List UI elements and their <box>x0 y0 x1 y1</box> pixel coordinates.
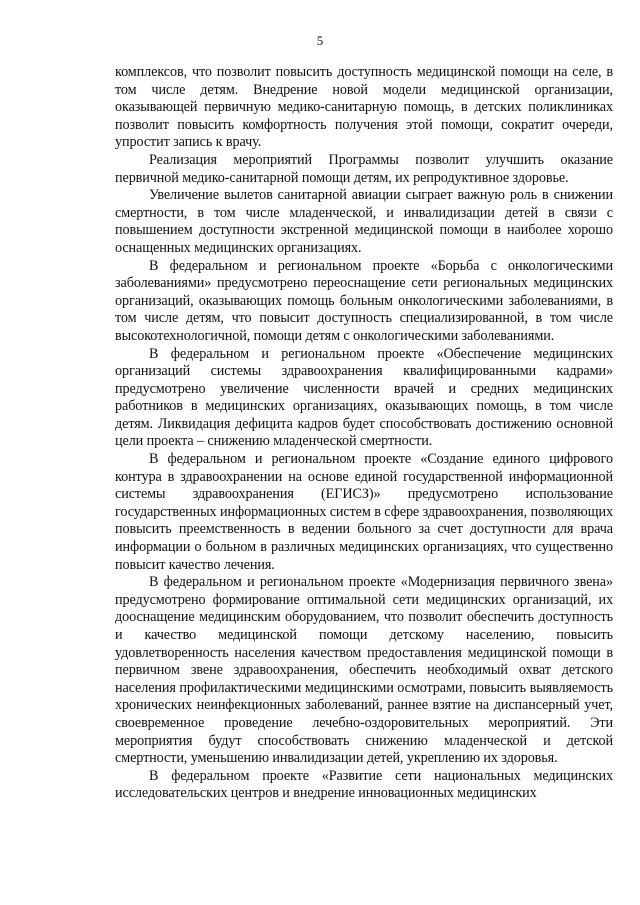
paragraph-primary-care-modernization: В федеральном и региональном проекте «Модернизация первичного звена» предусмотрено формирование оптимальной сети медицинских организаций, их дооснащение медицинским оборудованием, что позволит обеспечить доступность и качество медицинской помощи детскому населению, повысить удовлетворенность населения качеством предоставления медицинской помощи в первичном звене здравоохранения, обеспечить необходимый охват детского населения профилактическими медицинскими осмотрами, повысить выявляемость хронических неинфекционных заболеваний, раннее взятие на диспансерный учет, своевременное проведение лечебно-оздоровительных мероприятий. Эти мероприятия будут способствовать снижению младенческой и детской смертности, уменьшению инвалидизации детей, укреплению их здоровья. <box>115 574 613 767</box>
paragraph-research-centers-project: В федеральном проекте «Развитие сети национальных медицинских исследовательских центров и внедрение инновационных медицинских <box>115 767 613 802</box>
paragraph-digital-contour-project: В федеральном и региональном проекте «Создание единого цифрового контура в здравоохранении на основе единой государственной информационной системы здравоохранения (ЕГИСЗ)» предусмотрено использование государственных информационных систем в сфере здравоохранения, позволяющих повысить преемственность в ведении больного за счет доступности для врача информации о больном в различных медицинских организациях, что существенно повысит качество лечения. <box>115 451 613 573</box>
paragraph-program-results: Реализация мероприятий Программы позволит улучшить оказание первичной медико-санитарной помощи детям, их репродуктивное здоровье. <box>115 151 613 186</box>
page-number: 5 <box>316 33 324 48</box>
paragraph-air-ambulance: Увеличение вылетов санитарной авиации сыграет важную роль в снижении смертности, в том числе младенческой, и инвалидизации детей в связи с повышением доступности экстренной медицинской помощи в наиболее хорошо оснащенных медицинских организациях. <box>115 187 613 256</box>
paragraph-staffing-project: В федеральном и региональном проекте «Обеспечение медицинских организаций системы здравоохранения квалифицированными кадрами» предусмотрено увеличение численности врачей и средних медицинских работников в медицинских организациях, оказывающих помощь, в том числе детям. Ликвидация дефицита кадров будет способствовать достижению основной цели проекта – снижению младенческой смертности. <box>115 345 613 450</box>
paragraph-oncology-project: В федеральном и региональном проекте «Борьба с онкологическими заболеваниями» предусмотрено переоснащение сети региональных медицинских организаций, оказывающих помощь больным онкологическими заболеваниями, в том числе детям, что повысит доступность специализированной, в том числе высокотехнологичной, помощи детям с онкологическими заболеваниями. <box>115 257 613 344</box>
body-text <box>115 64 613 803</box>
paragraph-continuation: комплексов, что позволит повысить доступность медицинской помощи на селе, в том числе детям. Внедрение новой модели медицинской организации, оказывающей первичную медико-санитарную помощь, в детских поликлиниках позволит повысить комфортность получения этой помощи, сократит очереди, упростит запись к врачу. <box>115 64 613 151</box>
